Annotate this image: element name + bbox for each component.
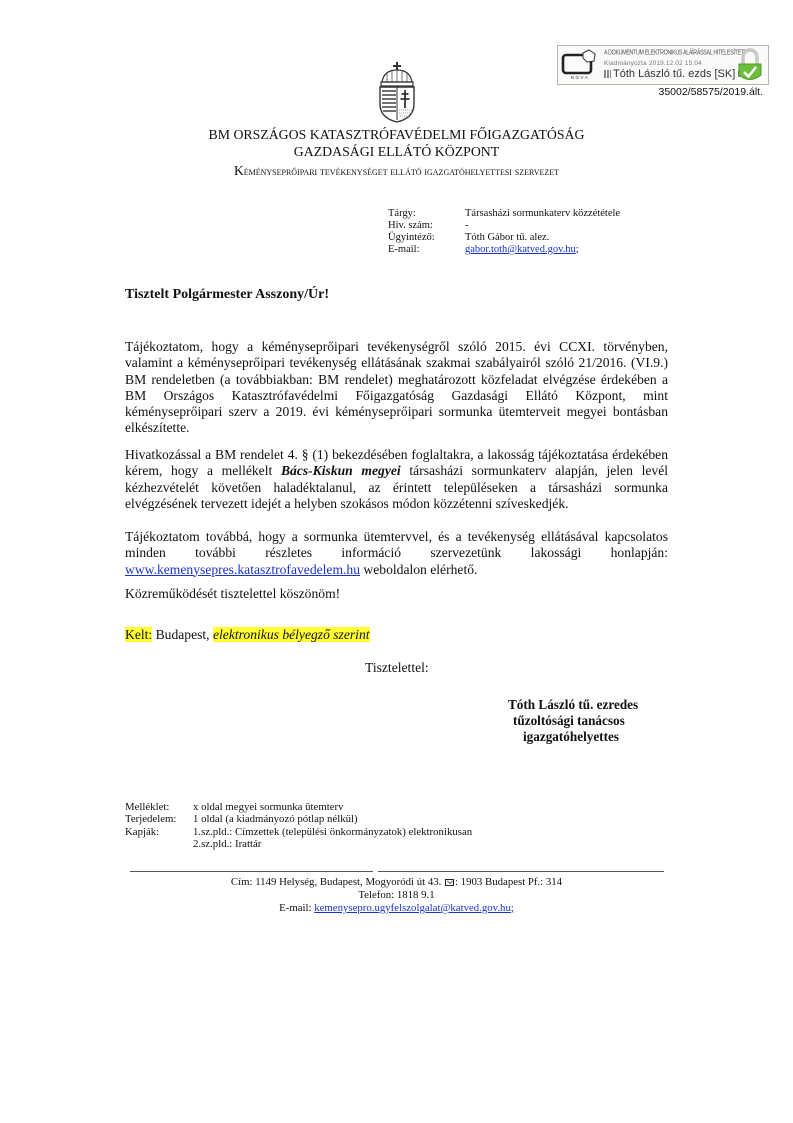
signal-bars-icon xyxy=(604,70,611,78)
stamp-signer: Tóth László tű. ezds [SK] xyxy=(604,68,747,80)
reference-metadata xyxy=(388,208,620,256)
electronic-signature-stamp xyxy=(557,45,769,85)
annex-row-archive: 2.sz.pld.: Irattár xyxy=(193,838,262,851)
verified-lock-icon xyxy=(735,48,765,84)
nova-brand-label: NOVA xyxy=(570,75,590,80)
website-link[interactable]: www.kemenysepres.katasztrofavedelem.hu xyxy=(125,561,361,577)
county-name: Bács-Kiskun megyei xyxy=(280,463,401,479)
footer-address: Cím: 1149 Helység, Budapest, Mogyoródi út 43. : 1903 Budapest Pf.: 314 xyxy=(230,876,563,888)
annex-row-attachment: Melléklet: x oldal megyei sormunka ütemterv xyxy=(125,801,344,813)
annex-block xyxy=(125,801,472,851)
meta-row-case-officer: Ügyintéző: Tóth Gábor tű. alez. xyxy=(388,232,550,243)
footer-divider-right xyxy=(378,871,664,872)
footer-email: E-mail: kemenysepro.ugyfelszolgalat@katved.gov.hu; xyxy=(279,901,514,914)
org-name-line1: BM ORSZÁGOS KATASZTRÓFAVÉDELMI FŐIGAZGATÓSÁG xyxy=(208,127,585,142)
stamp-authenticated-text: A DOKUMENTUM ELEKTRONIKUS ALÁÍRÁSSAL HITELESÍTETT xyxy=(604,49,747,58)
footer-email-link[interactable]: kemenysepro.ugyfelszolgalat@katved.gov.hu; xyxy=(314,901,514,914)
salutation: Tisztelt Polgármester Asszony/Úr! xyxy=(125,287,329,302)
org-name-line2: GAZDASÁGI ELLÁTÓ KÖZPONT xyxy=(293,144,500,159)
footer-divider-left xyxy=(130,871,373,872)
stamp-signed-date: Kiadmányozta 2019.12.02 15:04 xyxy=(604,60,702,67)
case-officer-email-link[interactable]: gabor.toth@katved.gov.hu xyxy=(465,244,576,255)
closing-text: Tisztelettel: xyxy=(365,660,429,675)
meta-row-email: E-mail: gabor.toth@katved.gov.hu; xyxy=(388,244,579,255)
date-value: elektronikus bélyegző szerint xyxy=(212,627,370,642)
date-place-line: Kelt: Budapest, elektronikus bélyegző szerint xyxy=(125,627,370,642)
body-paragraph-2: Hivatkozással a BM rendelet 4. § (1) bekezdésében foglaltakra, a lakosság tájékoztatása érdekében kérem, hogy a mellékelt Bács-Kiskun megyei társasházi sormunkaterv alapján, jelen levél kézhezvételét követően haladéktalanul, az érintett településeken a társasházi sormunka elvégzésének tervezett idejét a helyben szokásos módon közzétenni szíveskedjék. xyxy=(125,447,668,511)
meta-row-reference-number: Hiv. szám: - xyxy=(388,220,469,231)
meta-row-subject: Tárgy: Társasházi sormunkaterv közzététele xyxy=(388,208,621,219)
footer xyxy=(0,876,793,915)
signer-name: Tóth László tű. ezredes xyxy=(508,697,639,712)
body-paragraph-3: Tájékoztatom továbbá, hogy a sormunka ütemtervvel, és a tevékenység ellátásával kapcsolatos minden további részletes információ szervezetünk lakossági honlapján: www.kemenysepres.katasztrofavedelem.hu weboldalon elérhető. xyxy=(125,529,668,577)
reference-number-value: - xyxy=(465,220,469,231)
hungarian-coat-of-arms-icon xyxy=(372,60,422,124)
case-officer-value: Tóth Gábor tű. alez. xyxy=(465,232,550,243)
envelope-icon xyxy=(445,879,454,886)
subject-value: Társasházi sormunkaterv közzététele xyxy=(465,208,621,219)
annex-row-recipients: Kapják: 1.sz.pld.: Címzettek (települési önkormányzatok) elektronikusan xyxy=(125,825,473,838)
org-name-line3: Kéményseprőipari tevékenységet ellátó igazgatóhelyettesi szervezet xyxy=(233,163,560,178)
document-number: 35002/58575/2019.ált. xyxy=(658,86,763,98)
signer-role: igazgatóhelyettes xyxy=(523,729,619,744)
body-paragraph-1: Tájékoztatom, hogy a kéményseprőipari tevékenységről szóló 2015. évi CCXI. törvényben, valamint a kéményseprőipari tevékenység ellátásának szakmai szabályairól szóló 21/2016. (VI.9.) BM rendeletben (a továbbiakban: BM rendelet) meghatározott közfeladat elvégzése érdekében a BM Országos Katasztrófavédelmi Főigazgatóság Gazdasági Ellátó Központ, mint kéményseprőipari szerv a 2019. évi kéményseprőipari sormunka ütemterveit megyei bontásban elkészítette. xyxy=(125,339,668,436)
footer-phone: Telefon: 1818 9.1 xyxy=(358,888,435,901)
signer-block xyxy=(497,697,657,745)
annex-row-length: Terjedelem: 1 oldal (a kiadmányozó pótlap nélkül) xyxy=(125,813,358,826)
signer-title: tűzoltósági tanácsos xyxy=(513,713,625,728)
body-paragraph-4: Közreműködését tisztelettel köszönöm! xyxy=(125,586,341,601)
date-label: Kelt: xyxy=(125,627,153,642)
